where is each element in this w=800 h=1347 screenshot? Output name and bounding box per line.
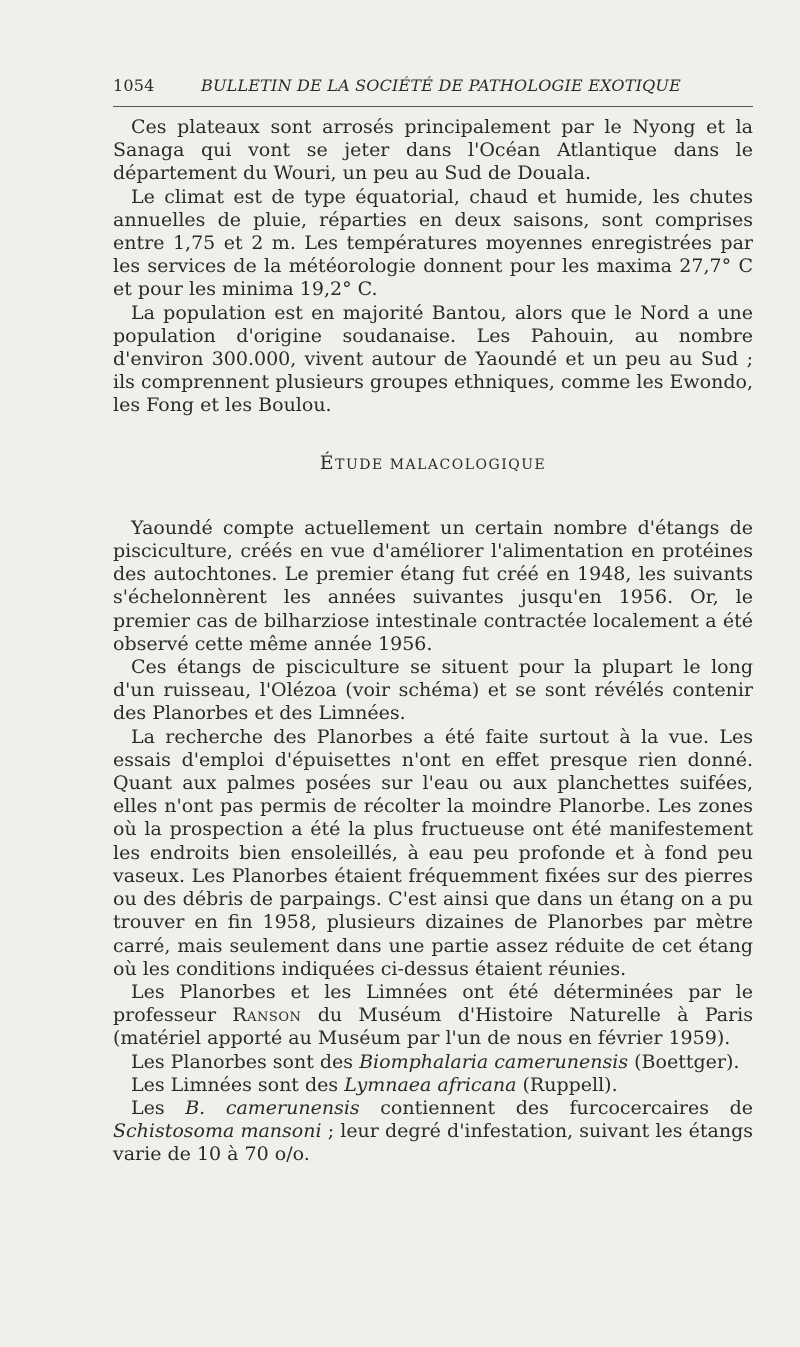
- planorbes-before: Les Planorbes sont des: [131, 1050, 360, 1073]
- paragraph-ponds: Yaoundé compte actuellement un certain nombre d'étangs de pisciculture, créés en vue d'améliorer l'alimentation en protéines des autochtones. Le premier étang fut créé en 1948, les suivants s'échelonnèrent les années suivantes jusqu'en 1956. Or, le premier cas de bilharziose intestinale contractée localement a été observé cette même année 1956.: [113, 516, 753, 655]
- infestation-after: ; leur degré d'infestation, suivant les étangs varie de 10 à 70 o/o.: [113, 1120, 754, 1166]
- journal-title: BULLETIN DE LA SOCIÉTÉ DE PATHOLOGIE EXOTIQUE: [201, 76, 681, 95]
- infestation-species-1: B. camerunensis: [185, 1096, 360, 1119]
- limnees-after: (Ruppell).: [516, 1073, 618, 1096]
- section-title-initial: É: [319, 451, 336, 474]
- page-number: 1054: [113, 76, 155, 95]
- paragraph-ranson: [113, 981, 753, 1051]
- infestation-before: Les: [131, 1096, 186, 1119]
- paragraph-population: La population est en majorité Bantou, alors que le Nord a une population d'origine soudanaise. Les Pahouin, au nombre d'environ 300.000, vivent autour de Yaoundé et un peu au Sud ; ils comprennent plusieurs groupes ethniques, comme les Ewondo, les Fong et les Boulou.: [113, 301, 753, 417]
- infestation-species-2: Schistosoma mansoni: [113, 1120, 322, 1143]
- section-title-rest: TUDE MALACOLOGIQUE: [335, 456, 547, 473]
- paragraph-infestation: [113, 1097, 753, 1167]
- ranson-after: du Muséum d'Histoire Naturelle à Paris (matériel apporté au Muséum par l'un de nous en février 1959).: [113, 1004, 753, 1050]
- paragraph-search: La recherche des Planorbes a été faite surtout à la vue. Les essais d'emploi d'épuisettes n'ont en effet presque rien donné. Quant aux palmes posées sur l'eau ou aux planchettes suifées, elles n'ont pas permis de récolter la moindre Planorbe. Les zones où la prospection a été la plus fructueuse ont été manifestement les endroits bien ensoleillés, à eau peu profonde et à fond peu vaseux. Les Planorbes étaient fréquemment fixées sur des pierres ou des débris de parpaings. C'est ainsi que dans un étang on a pu trouver en fin 1958, plusieurs dizaines de Planorbes par mètre carré, mais seulement dans une partie assez réduite de cet étang où les conditions indiquées ci-dessus étaient réunies.: [113, 725, 753, 980]
- planorbes-species-name: Biomphalaria camerunensis: [359, 1050, 629, 1073]
- planorbes-after: (Boettger).: [628, 1050, 740, 1073]
- header-rule: [113, 106, 753, 107]
- section-title: [113, 452, 753, 477]
- limnees-before: Les Limnées sont des: [131, 1073, 345, 1096]
- paragraph-rivers: Ces plateaux sont arrosés principalement par le Nyong et la Sanaga qui vont se jeter dans l'Océan Atlantique dans le département du Wouri, un peu au Sud de Douala.: [113, 116, 753, 185]
- paragraph-olezoa: Ces étangs de pisciculture se situent pour la plupart le long d'un ruisseau, l'Olézoa (voir schéma) et se sont révélés contenir des Planorbes et des Limnées.: [113, 656, 753, 725]
- paragraph-limnees-species: [113, 1074, 753, 1097]
- ranson-before: Les Planorbes et les Limnées ont été déterminées par le professeur: [113, 980, 753, 1027]
- paragraph-planorbes-species: [113, 1051, 753, 1074]
- paragraph-climate: Le climat est de type équatorial, chaud et humide, les chutes annuelles de pluie, réparties en deux saisons, sont comprises entre 1,75 et 2 m. Les températures moyennes enregistrées par les services de la météorologie donnent pour les maxima 27,7° C et pour les minima 19,2° C.: [113, 185, 753, 301]
- infestation-middle: contiennent des furcocercaires de: [359, 1096, 754, 1119]
- limnees-species-name: Lymnaea africana: [344, 1073, 517, 1096]
- ranson-name: Ranson: [232, 1004, 302, 1027]
- body-text: [113, 116, 753, 1167]
